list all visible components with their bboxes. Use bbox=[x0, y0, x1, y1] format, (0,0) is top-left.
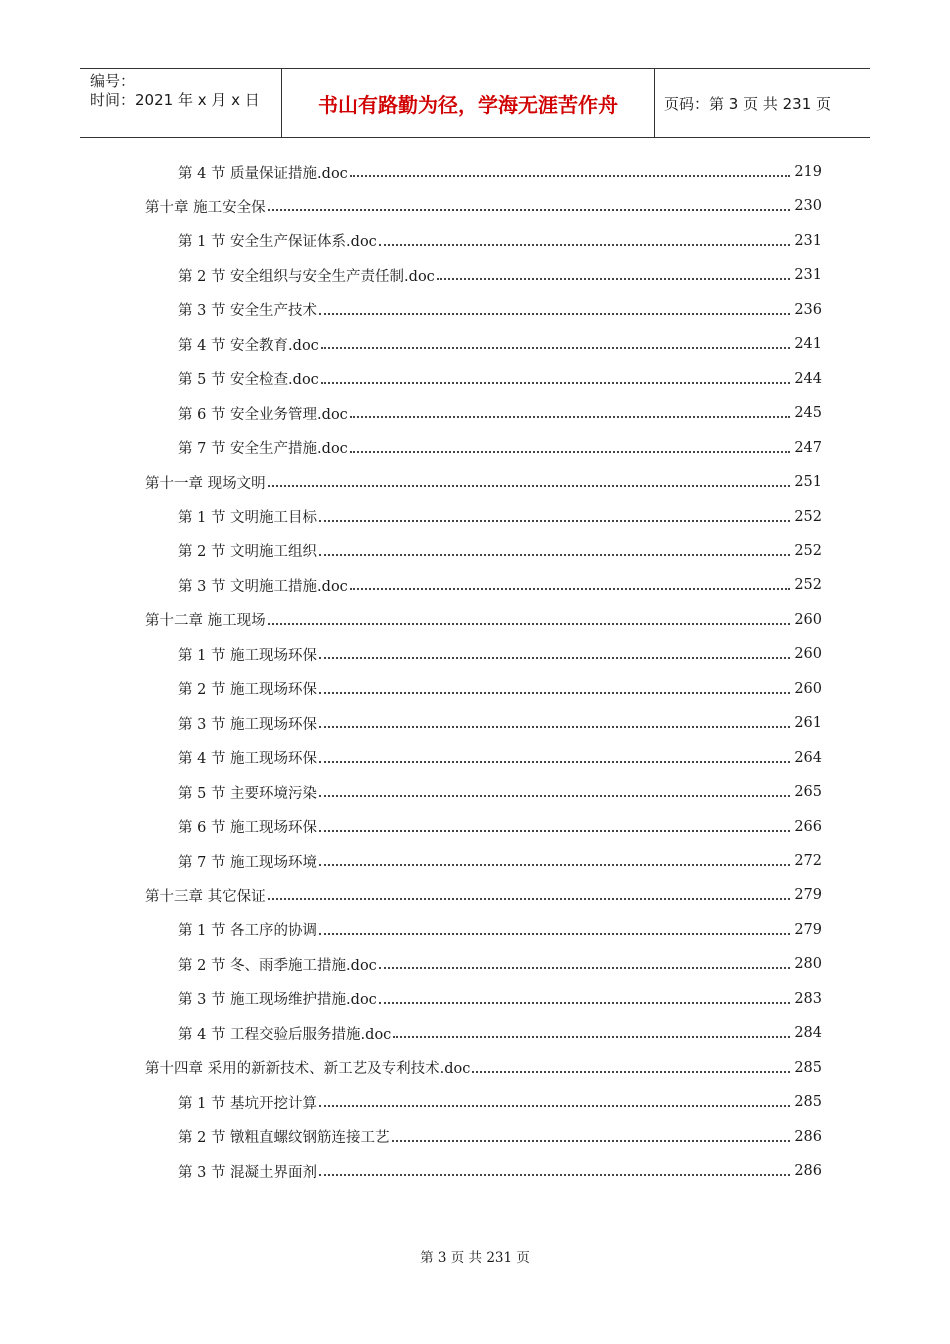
toc-entry-page: 245 bbox=[794, 405, 822, 422]
toc-entry-page: 247 bbox=[794, 439, 822, 456]
toc-leader-dots bbox=[319, 795, 790, 797]
toc-leader-dots bbox=[319, 761, 790, 763]
toc-leader-dots bbox=[319, 933, 790, 935]
toc-entry-title: 第 1 节 施工现场环保 bbox=[178, 647, 318, 664]
toc-chapter-entry[interactable] bbox=[145, 465, 822, 499]
toc-entry-page: 231 bbox=[794, 267, 822, 284]
toc-section-entry[interactable] bbox=[178, 1120, 822, 1154]
toc-entry-page: 272 bbox=[794, 853, 822, 869]
toc-chapter-entry[interactable] bbox=[145, 878, 822, 912]
toc-entry-title: 第十四章 采用的新新技术、新工艺及专利技术.doc bbox=[145, 1061, 471, 1078]
document-number-label: 编号： bbox=[90, 72, 136, 90]
toc-leader-dots bbox=[350, 175, 791, 177]
toc-entry-page: 252 bbox=[794, 508, 822, 525]
toc-entry-page: 266 bbox=[794, 818, 822, 835]
toc-leader-dots bbox=[437, 278, 791, 280]
toc-entry-page: 252 bbox=[794, 542, 822, 559]
toc-section-entry[interactable] bbox=[178, 741, 822, 775]
toc-section-entry[interactable] bbox=[178, 224, 822, 258]
header-motto: 书山有路勤为径，学海无涯苦作舟 bbox=[282, 69, 655, 137]
toc-leader-dots bbox=[319, 692, 790, 694]
toc-entry-title: 第 7 节 安全生产措施.doc bbox=[178, 441, 348, 458]
toc-chapter-entry[interactable] bbox=[145, 603, 822, 637]
toc-leader-dots bbox=[268, 485, 791, 487]
toc-entry-page: 286 bbox=[794, 1128, 822, 1145]
toc-section-entry[interactable] bbox=[178, 293, 822, 327]
toc-entry-title: 第 4 节 安全教育.doc bbox=[178, 337, 319, 354]
toc-entry-page: 264 bbox=[794, 749, 822, 766]
header-page-label: 页码：第 3 页 共 231 页 bbox=[664, 94, 832, 113]
toc-leader-dots bbox=[392, 1140, 791, 1142]
toc-entry-title: 第 2 节 安全组织与安全生产责任制.doc bbox=[178, 268, 435, 285]
toc-leader-dots bbox=[268, 623, 791, 625]
toc-section-entry[interactable] bbox=[178, 913, 822, 947]
header-meta bbox=[80, 69, 282, 137]
toc-leader-dots bbox=[319, 726, 790, 728]
toc-entry-title: 第十章 施工安全保 bbox=[145, 199, 266, 216]
page-footer: 第 3 页 共 231 页 bbox=[420, 1250, 530, 1266]
toc-section-entry[interactable] bbox=[178, 362, 822, 396]
toc-leader-dots bbox=[319, 657, 790, 659]
toc-entry-page: 230 bbox=[794, 198, 822, 215]
document-time-label: 时间：2021 年 x 月 x 日 bbox=[90, 91, 260, 109]
toc-section-entry[interactable] bbox=[178, 637, 822, 671]
toc-chapter-entry[interactable] bbox=[145, 189, 822, 223]
toc-entry-page: 231 bbox=[794, 232, 822, 249]
toc-entry-title: 第 1 节 各工序的协调 bbox=[178, 923, 318, 940]
toc-leader-dots bbox=[319, 1105, 790, 1107]
toc-leader-dots bbox=[321, 382, 791, 384]
toc-section-entry[interactable] bbox=[178, 155, 822, 189]
toc-leader-dots bbox=[319, 313, 790, 315]
toc-leader-dots bbox=[319, 520, 790, 522]
toc-section-entry[interactable] bbox=[178, 672, 822, 706]
toc-section-entry[interactable] bbox=[178, 947, 822, 981]
toc-section-entry[interactable] bbox=[178, 844, 822, 878]
toc-entry-page: 279 bbox=[794, 887, 822, 904]
page-header bbox=[80, 68, 870, 138]
toc-entry-title: 第 5 节 安全检查.doc bbox=[178, 372, 319, 389]
toc-entry-title: 第 3 节 混凝土界面剂 bbox=[178, 1164, 318, 1181]
toc-entry-page: 283 bbox=[794, 990, 822, 1007]
toc-leader-dots bbox=[319, 830, 790, 832]
toc-leader-dots bbox=[472, 1071, 790, 1073]
toc-leader-dots bbox=[350, 416, 791, 418]
toc-entry-title: 第 1 节 基坑开挖计算 bbox=[178, 1095, 318, 1112]
toc-entry-title: 第 1 节 文明施工目标 bbox=[178, 510, 318, 526]
toc-section-entry[interactable] bbox=[178, 568, 822, 602]
toc-section-entry[interactable] bbox=[178, 258, 822, 292]
toc-entry-title: 第 6 节 施工现场环保 bbox=[178, 820, 318, 837]
toc-entry-page: 285 bbox=[794, 1059, 822, 1076]
toc-entry-title: 第 4 节 工程交验后服务措施.doc bbox=[178, 1026, 392, 1043]
toc-section-entry[interactable] bbox=[178, 775, 822, 809]
toc-section-entry[interactable] bbox=[178, 431, 822, 465]
toc-entry-title: 第 7 节 施工现场环境 bbox=[178, 854, 318, 871]
toc-chapter-entry[interactable] bbox=[145, 1051, 822, 1085]
toc-section-entry[interactable] bbox=[178, 706, 822, 740]
toc-entry-title: 第 2 节 施工现场环保 bbox=[178, 682, 318, 699]
toc-section-entry[interactable] bbox=[178, 982, 822, 1016]
toc-section-entry[interactable] bbox=[178, 1016, 822, 1050]
toc-section-entry[interactable] bbox=[178, 1154, 822, 1188]
toc-leader-dots bbox=[393, 1036, 790, 1038]
toc-entry-page: 260 bbox=[794, 680, 822, 697]
toc-entry-title: 第 5 节 主要环境污染 bbox=[178, 785, 318, 802]
toc-entry-page: 261 bbox=[794, 715, 822, 732]
toc-entry-title: 第十二章 施工现场 bbox=[145, 613, 266, 630]
toc-entry-title: 第十三章 其它保证 bbox=[145, 888, 266, 905]
toc-entry-title: 第 3 节 施工现场维护措施.doc bbox=[178, 992, 377, 1009]
toc-leader-dots bbox=[350, 451, 791, 453]
toc-entry-page: 241 bbox=[794, 336, 822, 353]
toc-entry-page: 284 bbox=[794, 1025, 822, 1042]
toc-leader-dots bbox=[268, 898, 791, 900]
toc-entry-page: 251 bbox=[794, 474, 822, 491]
toc-leader-dots bbox=[350, 588, 791, 590]
toc-entry-page: 285 bbox=[794, 1094, 822, 1111]
toc-leader-dots bbox=[379, 1002, 791, 1004]
toc-leader-dots bbox=[321, 347, 791, 349]
toc-section-entry[interactable] bbox=[178, 500, 822, 534]
toc-entry-page: 279 bbox=[794, 921, 822, 938]
toc-section-entry[interactable] bbox=[178, 327, 822, 361]
toc-entry-page: 265 bbox=[794, 784, 822, 801]
toc-entry-title: 第 6 节 安全业务管理.doc bbox=[178, 406, 348, 423]
toc-entry-page: 244 bbox=[794, 370, 822, 387]
toc-entry-title: 第 1 节 安全生产保证体系.doc bbox=[178, 234, 377, 251]
toc-section-entry[interactable] bbox=[178, 1085, 822, 1119]
toc-section-entry[interactable] bbox=[178, 810, 822, 844]
toc-leader-dots bbox=[319, 1174, 790, 1176]
toc-entry-title: 第 2 节 文明施工组织 bbox=[178, 544, 318, 561]
toc-entry-title: 第 2 节 冬、雨季施工措施.doc bbox=[178, 957, 377, 974]
toc-entry-title: 第 3 节 施工现场环保 bbox=[178, 716, 318, 733]
toc-entry-title: 第十一章 现场文明 bbox=[145, 475, 266, 492]
toc-leader-dots bbox=[319, 554, 790, 556]
toc-entry-page: 280 bbox=[794, 956, 822, 973]
toc-leader-dots bbox=[319, 864, 790, 866]
toc-entry-title: 第 4 节 质量保证措施.doc bbox=[178, 165, 348, 182]
toc-entry-page: 260 bbox=[794, 611, 822, 628]
toc-entry-page: 219 bbox=[794, 164, 822, 180]
toc-entry-page: 236 bbox=[794, 301, 822, 318]
toc-section-entry[interactable] bbox=[178, 534, 822, 568]
toc-entry-page: 260 bbox=[794, 646, 822, 663]
toc-leader-dots bbox=[379, 244, 791, 246]
toc-leader-dots bbox=[379, 967, 791, 969]
toc-section-entry[interactable] bbox=[178, 396, 822, 430]
toc-entry-title: 第 4 节 施工现场环保 bbox=[178, 751, 318, 768]
toc-entry-title: 第 2 节 镦粗直螺纹钢筋连接工艺 bbox=[178, 1130, 390, 1147]
toc-leader-dots bbox=[268, 209, 791, 211]
toc-entry-title: 第 3 节 文明施工措施.doc bbox=[178, 578, 348, 595]
toc-entry-page: 286 bbox=[794, 1163, 822, 1180]
toc-entry-title: 第 3 节 安全生产技术 bbox=[178, 303, 318, 320]
toc-entry-page: 252 bbox=[794, 577, 822, 594]
